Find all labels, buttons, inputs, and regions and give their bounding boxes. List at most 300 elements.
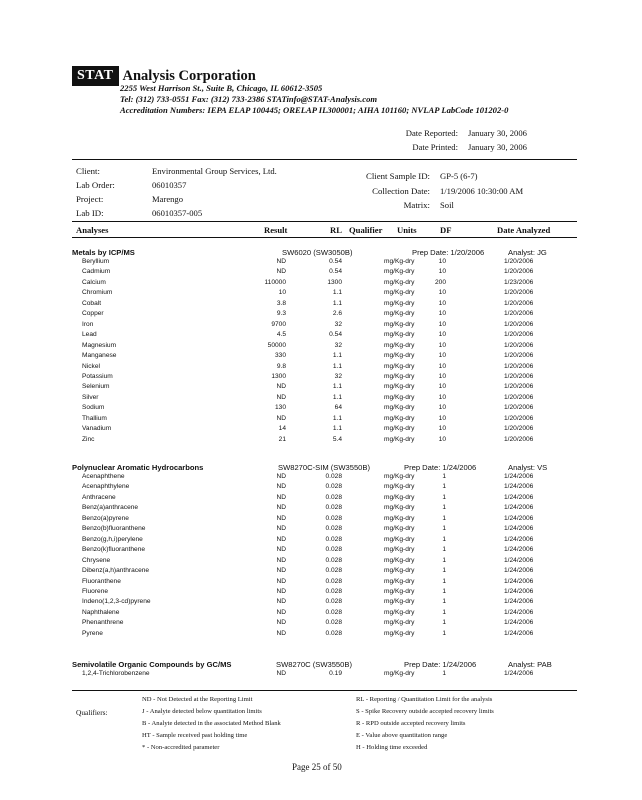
analyte-name: Chromium	[82, 289, 113, 297]
analyte-name: Sodium	[82, 404, 105, 412]
qualifiers-label: Qualifiers:	[76, 708, 108, 717]
units-value: mg/Kg-dry	[384, 383, 415, 391]
date-analyzed-value: 1/20/2006	[504, 383, 534, 391]
table-row	[0, 609, 642, 619]
table-row	[0, 425, 642, 435]
units-value: mg/Kg-dry	[384, 352, 415, 360]
units-value: mg/Kg-dry	[384, 587, 415, 595]
result-value: ND	[276, 383, 286, 391]
date-analyzed-value: 1/24/2006	[504, 493, 534, 501]
date-analyzed-value: 1/24/2006	[504, 608, 534, 616]
analyte-name: Fluoranthene	[82, 577, 121, 585]
result-value: ND	[276, 670, 286, 677]
units-value: mg/Kg-dry	[384, 372, 415, 380]
client-value: Environmental Group Services, Ltd.	[152, 166, 277, 176]
table-row	[0, 588, 642, 598]
result-value: ND	[276, 525, 286, 533]
units-value: mg/Kg-dry	[384, 514, 415, 522]
project-value: Marengo	[152, 194, 184, 204]
accreditation-numbers: Accreditation Numbers: IEPA ELAP 100445; ORELAP IL300001; AIHA 101160; NVLAP LabCode 101202-0	[120, 105, 509, 115]
table-row	[0, 415, 642, 425]
date-analyzed-value: 1/20/2006	[504, 320, 534, 328]
rl-value: 1.1	[332, 362, 342, 370]
analyte-name: Calcium	[82, 278, 106, 286]
section-analyst: Analyst: JG	[508, 248, 547, 257]
date-analyzed-value: 1/20/2006	[504, 352, 534, 360]
analyte-name: Cadmium	[82, 268, 111, 276]
qualifier-note: H - Holding time exceeded	[356, 744, 428, 751]
result-value: ND	[276, 258, 286, 265]
company-contact: Tel: (312) 733-0551 Fax: (312) 733-2386 STATinfo@STAT-Analysis.com	[120, 94, 378, 104]
analyte-name: Acenaphthylene	[82, 483, 130, 491]
qualifier-note: * - Non-accredited parameter	[142, 744, 220, 751]
rl-value: 0.028	[325, 567, 342, 575]
date-analyzed-value: 1/20/2006	[504, 372, 534, 380]
section-analyst: Analyst: PAB	[508, 660, 552, 669]
date-analyzed-value: 1/20/2006	[504, 341, 534, 349]
rl-value: 1.1	[332, 289, 342, 297]
result-value: ND	[276, 414, 286, 422]
df-value: 10	[438, 393, 446, 401]
analyte-name: Benzo(k)fluoranthene	[82, 546, 146, 554]
table-row	[0, 630, 642, 640]
units-value: mg/Kg-dry	[384, 567, 415, 575]
result-value: ND	[276, 608, 286, 616]
rl-value: 0.028	[325, 535, 342, 543]
df-value: 1	[442, 598, 446, 606]
table-row	[0, 279, 642, 289]
rl-value: 0.028	[325, 577, 342, 585]
units-value: mg/Kg-dry	[384, 331, 415, 339]
client-sample-id-value: GP-5 (6-7)	[440, 171, 478, 181]
analyte-name: Cobalt	[82, 299, 102, 307]
analyte-name: Selenium	[82, 383, 110, 391]
rl-value: 0.028	[325, 493, 342, 501]
date-printed-label: Date Printed:	[412, 142, 458, 152]
date-analyzed-value: 1/24/2006	[504, 619, 534, 627]
result-value: ND	[276, 514, 286, 522]
date-analyzed-value: 1/20/2006	[504, 289, 534, 297]
result-value: ND	[276, 268, 286, 276]
analyte-name: Benzo(g,h,i)perylene	[82, 535, 143, 543]
df-value: 10	[438, 435, 446, 443]
col-header-qualifier: Qualifier	[349, 225, 383, 235]
divider	[72, 159, 577, 160]
date-analyzed-value: 1/24/2006	[504, 525, 534, 533]
date-analyzed-value: 1/24/2006	[504, 546, 534, 554]
result-value: 9.3	[276, 310, 286, 318]
units-value: mg/Kg-dry	[384, 473, 415, 480]
rl-value: 32	[334, 372, 342, 380]
col-header-result: Result	[264, 225, 288, 235]
qualifier-note: R - RPD outside accepted recovery limits	[356, 720, 466, 727]
rl-value: 0.028	[325, 473, 342, 480]
date-analyzed-value: 1/20/2006	[504, 258, 534, 265]
rl-value: 1.1	[332, 352, 342, 360]
date-analyzed-value: 1/20/2006	[504, 435, 534, 443]
col-header-units: Units	[397, 225, 417, 235]
df-value: 1	[442, 587, 446, 595]
date-analyzed-value: 1/20/2006	[504, 331, 534, 339]
units-value: mg/Kg-dry	[384, 278, 415, 286]
df-value: 1	[442, 525, 446, 533]
units-value: mg/Kg-dry	[384, 598, 415, 606]
rl-value: 0.028	[325, 514, 342, 522]
section-method: SW6020 (SW3050B)	[282, 248, 353, 257]
df-value: 1	[442, 619, 446, 627]
section-method: SW8270C-SIM (SW3550B)	[278, 463, 370, 472]
table-row	[0, 578, 642, 588]
df-value: 1	[442, 493, 446, 501]
date-analyzed-value: 1/24/2006	[504, 483, 534, 491]
units-value: mg/Kg-dry	[384, 268, 415, 276]
date-analyzed-value: 1/20/2006	[504, 404, 534, 412]
units-value: mg/Kg-dry	[384, 608, 415, 616]
result-value: 110000	[264, 278, 286, 286]
table-row	[0, 342, 642, 352]
df-value: 1	[442, 556, 446, 564]
result-value: 9700	[271, 320, 286, 328]
rl-value: 0.19	[329, 670, 342, 677]
rl-value: 0.028	[325, 546, 342, 554]
company-logo: STAT	[72, 66, 119, 86]
result-value: 130	[274, 404, 286, 412]
analyte-name: Manganese	[82, 352, 117, 360]
page-number: Page 25 of 50	[292, 762, 342, 772]
rl-value: 1.1	[332, 299, 342, 307]
date-analyzed-value: 1/24/2006	[504, 670, 534, 677]
units-value: mg/Kg-dry	[384, 546, 415, 554]
rl-value: 0.54	[329, 331, 342, 339]
section-title: Polynuclear Aromatic Hydrocarbons	[72, 463, 204, 472]
units-value: mg/Kg-dry	[384, 258, 415, 265]
units-value: mg/Kg-dry	[384, 299, 415, 307]
analyte-name: Thallium	[82, 414, 107, 422]
date-analyzed-value: 1/24/2006	[504, 629, 534, 637]
df-value: 10	[438, 362, 446, 370]
collection-date-value: 1/19/2006 10:30:00 AM	[440, 186, 524, 196]
company-name: Analysis Corporation	[122, 67, 256, 84]
qualifier-note: S - Spike Recovery outside accepted recovery limits	[356, 708, 494, 715]
result-value: ND	[276, 393, 286, 401]
rl-value: 1.1	[332, 414, 342, 422]
df-value: 10	[438, 383, 446, 391]
date-analyzed-value: 1/20/2006	[504, 268, 534, 276]
table-row	[0, 404, 642, 414]
table-row	[0, 352, 642, 362]
df-value: 1	[442, 473, 446, 480]
result-value: ND	[276, 504, 286, 512]
df-value: 1	[442, 567, 446, 575]
date-analyzed-value: 1/20/2006	[504, 414, 534, 422]
lab-order-label: Lab Order:	[76, 180, 115, 190]
table-row	[0, 504, 642, 514]
units-value: mg/Kg-dry	[384, 629, 415, 637]
result-value: 1300	[271, 372, 286, 380]
qualifier-note: HT - Sample received past holding time	[142, 732, 248, 739]
table-row	[0, 383, 642, 393]
rl-value: 0.028	[325, 483, 342, 491]
analyte-name: Potassium	[82, 372, 113, 380]
qualifier-note: E - Value above quantitation range	[356, 732, 448, 739]
units-value: mg/Kg-dry	[384, 435, 415, 443]
date-analyzed-value: 1/24/2006	[504, 567, 534, 575]
units-value: mg/Kg-dry	[384, 310, 415, 318]
col-header-rl: RL	[330, 225, 342, 235]
table-row	[0, 331, 642, 341]
units-value: mg/Kg-dry	[384, 670, 415, 677]
units-value: mg/Kg-dry	[384, 525, 415, 533]
table-row	[0, 557, 642, 567]
analyte-name: Magnesium	[82, 341, 117, 349]
result-value: ND	[276, 535, 286, 543]
table-row	[0, 268, 642, 278]
analyte-name: Pyrene	[82, 629, 103, 637]
analyte-name: Iron	[82, 320, 94, 328]
date-analyzed-value: 1/24/2006	[504, 473, 534, 480]
analyte-name: Dibenz(a,h)anthracene	[82, 567, 150, 575]
lab-id-value: 06010357-005	[152, 208, 203, 218]
df-value: 1	[442, 608, 446, 616]
df-value: 10	[438, 425, 446, 433]
table-row	[0, 436, 642, 446]
collection-date-label: Collection Date:	[372, 186, 430, 196]
company-address: 2255 West Harrison St., Suite B, Chicago, IL 60612-3505	[120, 83, 323, 93]
result-value: ND	[276, 483, 286, 491]
date-analyzed-value: 1/20/2006	[504, 310, 534, 318]
df-value: 200	[434, 278, 446, 286]
rl-value: 0.028	[325, 619, 342, 627]
date-analyzed-value: 1/20/2006	[504, 299, 534, 307]
analyte-name: Indeno(1,2,3-cd)pyrene	[82, 598, 151, 606]
result-value: ND	[276, 629, 286, 637]
result-value: 4.5	[276, 331, 286, 339]
analyte-name: Anthracene	[82, 493, 116, 501]
analyte-name: Silver	[82, 393, 99, 401]
col-header-date-analyzed: Date Analyzed	[497, 225, 551, 235]
rl-value: 0.028	[325, 608, 342, 616]
units-value: mg/Kg-dry	[384, 404, 415, 412]
df-value: 10	[438, 320, 446, 328]
df-value: 1	[442, 535, 446, 543]
units-value: mg/Kg-dry	[384, 556, 415, 564]
df-value: 10	[438, 331, 446, 339]
divider	[72, 237, 577, 238]
date-analyzed-value: 1/24/2006	[504, 587, 534, 595]
result-value: ND	[276, 567, 286, 575]
analyte-name: Zinc	[82, 435, 95, 443]
df-value: 10	[438, 414, 446, 422]
table-row	[0, 546, 642, 556]
table-row	[0, 619, 642, 629]
df-value: 1	[442, 629, 446, 637]
table-row	[0, 525, 642, 535]
table-row	[0, 310, 642, 320]
date-printed-value: January 30, 2006	[468, 142, 527, 152]
col-header-df: DF	[440, 225, 452, 235]
table-row	[0, 289, 642, 299]
client-sample-id-label: Client Sample ID:	[365, 171, 430, 181]
units-value: mg/Kg-dry	[384, 393, 415, 401]
df-value: 1	[442, 514, 446, 522]
analyte-name: Benzo(a)pyrene	[82, 514, 129, 522]
table-row	[0, 494, 642, 504]
result-value: ND	[276, 619, 286, 627]
analyte-name: 1,2,4-Trichlorobenzene	[82, 670, 150, 677]
df-value: 1	[442, 670, 446, 677]
table-row	[0, 258, 642, 268]
df-value: 1	[442, 483, 446, 491]
table-row	[0, 515, 642, 525]
df-value: 10	[438, 268, 446, 276]
analyte-name: Benz(a)anthracene	[82, 504, 139, 512]
result-value: ND	[276, 587, 286, 595]
table-row	[0, 536, 642, 546]
section-prep-date: Prep Date: 1/20/2006	[412, 248, 485, 257]
result-value: 9.8	[276, 362, 286, 370]
rl-value: 0.54	[329, 268, 342, 276]
result-value: ND	[276, 577, 286, 585]
table-row	[0, 598, 642, 608]
lab-id-label: Lab ID:	[76, 208, 104, 218]
date-reported-label: Date Reported:	[405, 128, 458, 138]
rl-value: 0.028	[325, 556, 342, 564]
date-analyzed-value: 1/24/2006	[504, 577, 534, 585]
df-value: 10	[438, 289, 446, 297]
project-label: Project:	[76, 194, 104, 204]
section-method: SW8270C (SW3550B)	[276, 660, 352, 669]
section-title: Metals by ICP/MS	[72, 248, 135, 257]
rl-value: 32	[334, 341, 342, 349]
analyte-name: Lead	[82, 331, 97, 339]
analyte-name: Vanadium	[82, 425, 112, 433]
rl-value: 5.4	[332, 435, 342, 443]
result-value: 3.8	[276, 299, 286, 307]
date-analyzed-value: 1/24/2006	[504, 514, 534, 522]
units-value: mg/Kg-dry	[384, 483, 415, 491]
section-prep-date: Prep Date: 1/24/2006	[404, 463, 477, 472]
result-value: ND	[276, 546, 286, 554]
date-analyzed-value: 1/24/2006	[504, 556, 534, 564]
df-value: 10	[438, 258, 446, 265]
rl-value: 1.1	[332, 425, 342, 433]
rl-value: 64	[334, 404, 342, 412]
analyte-name: Naphthalene	[82, 608, 120, 616]
units-value: mg/Kg-dry	[384, 425, 415, 433]
units-value: mg/Kg-dry	[384, 289, 415, 297]
units-value: mg/Kg-dry	[384, 577, 415, 585]
units-value: mg/Kg-dry	[384, 504, 415, 512]
units-value: mg/Kg-dry	[384, 493, 415, 501]
units-value: mg/Kg-dry	[384, 362, 415, 370]
analyte-name: Beryllium	[82, 258, 110, 265]
analyte-name: Acenaphthene	[82, 473, 125, 480]
result-value: 21	[278, 435, 286, 443]
result-value: 14	[278, 425, 286, 433]
table-row	[0, 363, 642, 373]
rl-value: 1.1	[332, 383, 342, 391]
df-value: 10	[438, 299, 446, 307]
date-analyzed-value: 1/24/2006	[504, 504, 534, 512]
date-reported-value: January 30, 2006	[468, 128, 527, 138]
date-analyzed-value: 1/23/2006	[504, 278, 534, 286]
analyte-name: Phenanthrene	[82, 619, 124, 627]
table-row	[0, 567, 642, 577]
qualifier-note: B - Analyte detected in the associated Method Blank	[142, 720, 281, 727]
matrix-value: Soil	[440, 200, 454, 210]
date-analyzed-value: 1/20/2006	[504, 362, 534, 370]
table-row	[0, 300, 642, 310]
rl-value: 0.54	[329, 258, 342, 265]
df-value: 10	[438, 341, 446, 349]
table-row	[0, 670, 642, 680]
date-analyzed-value: 1/24/2006	[504, 598, 534, 606]
rl-value: 0.028	[325, 587, 342, 595]
df-value: 10	[438, 372, 446, 380]
rl-value: 1300	[327, 278, 342, 286]
rl-value: 2.6	[332, 310, 342, 318]
df-value: 10	[438, 404, 446, 412]
result-value: ND	[276, 473, 286, 480]
analyte-name: Chrysene	[82, 556, 111, 564]
result-value: ND	[276, 556, 286, 564]
df-value: 10	[438, 310, 446, 318]
units-value: mg/Kg-dry	[384, 619, 415, 627]
date-analyzed-value: 1/24/2006	[504, 535, 534, 543]
rl-value: 0.028	[325, 629, 342, 637]
section-title: Semivolatile Organic Compounds by GC/MS	[72, 660, 232, 669]
date-analyzed-value: 1/20/2006	[504, 425, 534, 433]
result-value: 50000	[267, 341, 286, 349]
result-value: ND	[276, 598, 286, 606]
section-analyst: Analyst: VS	[508, 463, 548, 472]
client-label: Client:	[76, 166, 100, 176]
analyte-name: Benzo(b)fluoranthene	[82, 525, 146, 533]
divider	[72, 221, 577, 222]
qualifier-note: ND - Not Detected at the Reporting Limit	[142, 696, 253, 703]
units-value: mg/Kg-dry	[384, 320, 415, 328]
table-row	[0, 373, 642, 383]
df-value: 1	[442, 546, 446, 554]
divider	[72, 690, 577, 691]
qualifier-note: J - Analyte detected below quantitation limits	[142, 708, 262, 715]
col-header-analyses: Analyses	[76, 225, 109, 235]
rl-value: 1.1	[332, 393, 342, 401]
analyte-name: Nickel	[82, 362, 100, 370]
lab-order-value: 06010357	[152, 180, 187, 190]
units-value: mg/Kg-dry	[384, 341, 415, 349]
analyte-name: Fluorene	[82, 587, 109, 595]
table-row	[0, 321, 642, 331]
df-value: 10	[438, 352, 446, 360]
matrix-label: Matrix:	[403, 200, 430, 210]
df-value: 1	[442, 577, 446, 585]
df-value: 1	[442, 504, 446, 512]
units-value: mg/Kg-dry	[384, 535, 415, 543]
date-analyzed-value: 1/20/2006	[504, 393, 534, 401]
result-value: 330	[274, 352, 286, 360]
result-value: 10	[278, 289, 286, 297]
section-prep-date: Prep Date: 1/24/2006	[404, 660, 477, 669]
table-row	[0, 483, 642, 493]
table-row	[0, 473, 642, 483]
result-value: ND	[276, 493, 286, 501]
rl-value: 0.028	[325, 525, 342, 533]
rl-value: 0.028	[325, 598, 342, 606]
table-row	[0, 394, 642, 404]
rl-value: 0.028	[325, 504, 342, 512]
analyte-name: Copper	[82, 310, 104, 318]
